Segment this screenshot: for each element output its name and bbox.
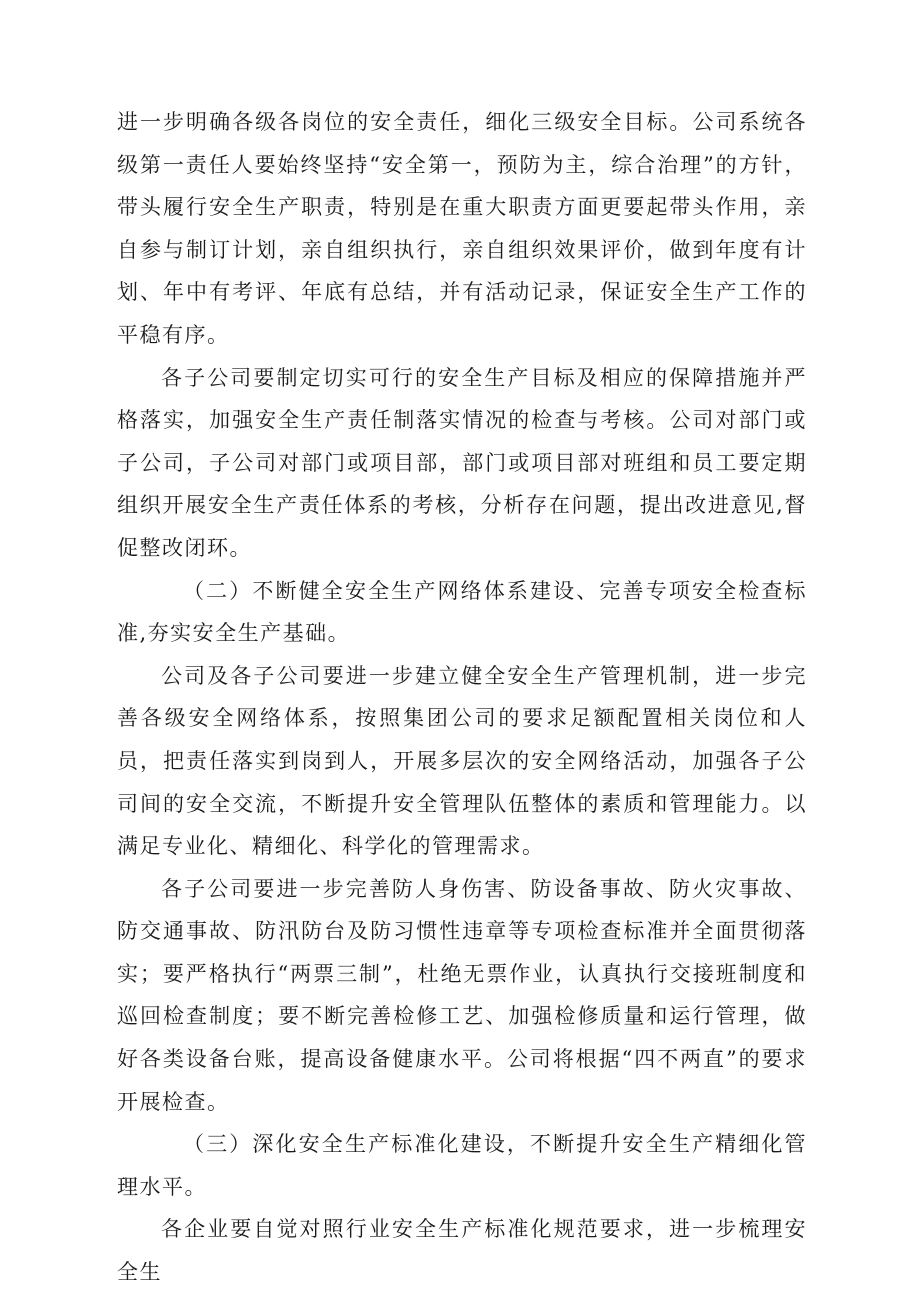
section-heading-3: （三）深化安全生产标准化建设，不断提升安全生产精细化管理水平。 [117,1132,807,1199]
section-heading-2: （二）不断健全安全生产网络体系建设、完善专项安全检查标准,夯实安全生产基础。 [117,578,807,646]
paragraph-standardization: 各企业要自觉对照行业安全生产标准化规范要求，进一步梳理安全生 [117,1217,807,1285]
paragraph-subsidiary-targets: 各子公司要制定切实可行的安全生产目标及相应的保障措施并严格落实，加强安全生产责任制落实情况的检查与考核。公司对部门或子公司，子公司对部门或项目部，部门或项目部对班组和员工要定期组织开展安全生产责任体系的考核，分析存在问题，提出改进意见,督促整改闭环。 [117,365,807,560]
document-body [117,101,807,1294]
paragraph-responsibility: 进一步明确各级各岗位的安全责任，细化三级安全目标。公司系统各级第一责任人要始终坚持“安全第一，预防为主，综合治理”的方针，带头履行安全生产职责，特别是在重大职责方面更要起带头作用，亲自参与制订计划，亲自组织执行，亲自组织效果评价，做到年度有计划、年中有考评、年底有总结，并有活动记录，保证安全生产工作的平稳有序。 [117,110,807,347]
paragraph-inspection-standards: 各子公司要进一步完善防人身伤害、防设备事故、防火灾事故、防交通事故、防汛防台及防习惯性违章等专项检查标准并全面贯彻落实；要严格执行“两票三制”，杜绝无票作业，认真执行交接班制度和巡回检查制度；要不断完善检修工艺、加强检修质量和运行管理，做好各类设备台账，提高设备健康水平。公司将根据“四不两直”的要求开展检查。 [117,876,807,1114]
paragraph-network-system: 公司及各子公司要进一步建立健全安全生产管理机制，进一步完善各级安全网络体系，按照集团公司的要求足额配置相关岗位和人员，把责任落实到岗到人，开展多层次的安全网络活动，加强各子公司间的安全交流，不断提升安全管理队伍整体的素质和管理能力。以满足专业化、精细化、科学化的管理需求。 [117,663,807,859]
